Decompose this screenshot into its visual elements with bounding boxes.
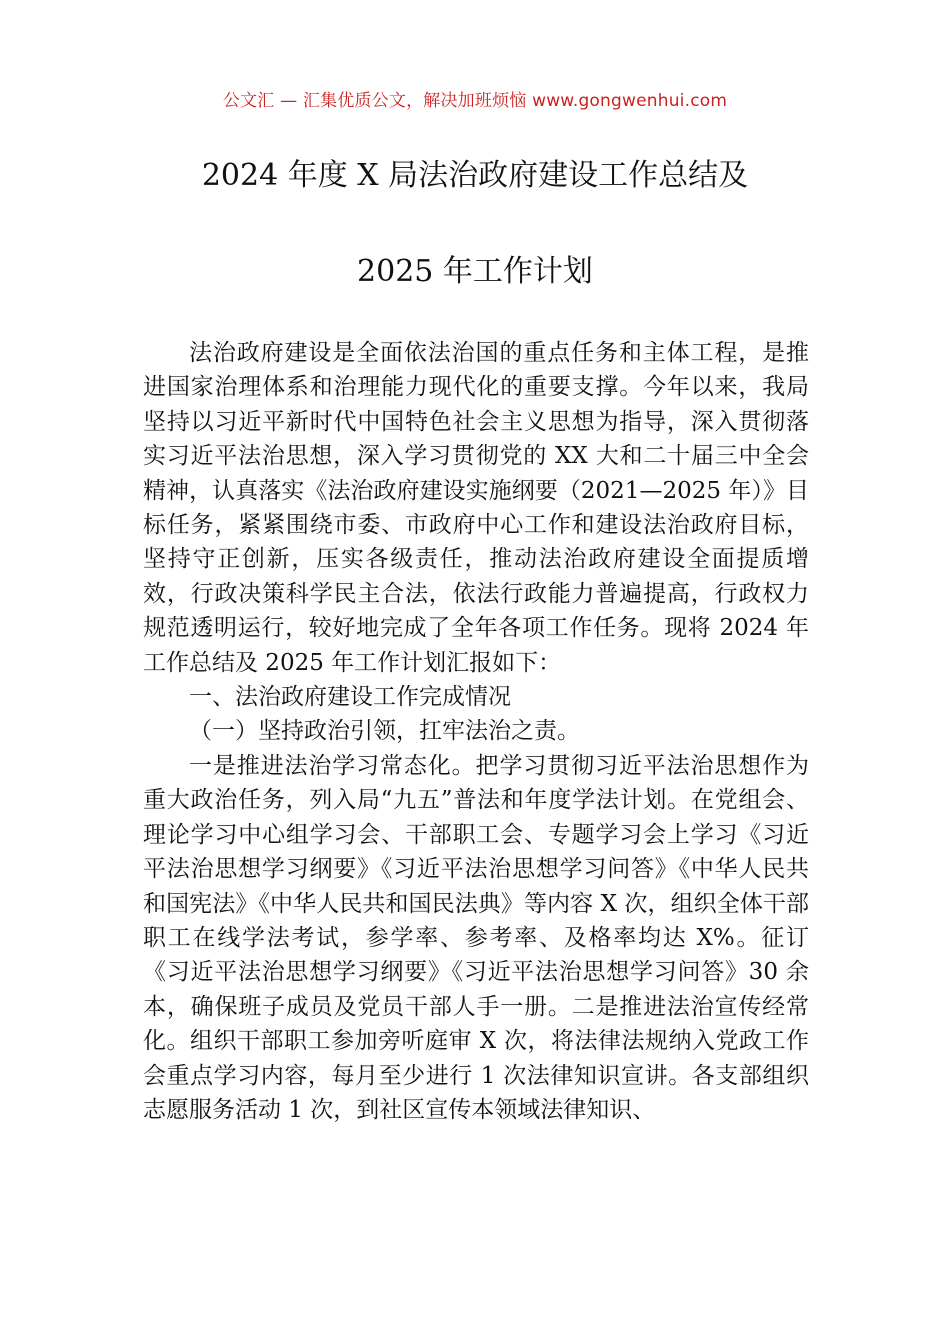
intro-paragraph: 法治政府建设是全面依法治国的重点任务和主体工程，是推进国家治理体系和治理能力现代化的重要支撑。今年以来，我局坚持以习近平新时代中国特色社会主义思想为指导，深入贯彻落实习近平法治思想，深入学习贯彻党的 XX 大和二十届三中全会精神，认真落实《法治政府建设实施纲要（2021—2025 年）》目标任务，紧紧围绕市委、市政府中心工作和建设法治政府目标，坚持守正创新，压实各级责任，推动法治政府建设全面提质增效，行政决策科学民主合法，依法行政能力普遍提高，行政权力规范透明运行，较好地完成了全年各项工作任务。现将 2024 年工作总结及 2025 年工作计划汇报如下： (143, 340, 809, 676)
document-title-line-2: 2025 年工作计划 (357, 254, 593, 289)
subsection-heading-1: （一）坚持政治引领，扛牢法治之责。 (189, 718, 580, 745)
section-heading-1: 一、法治政府建设工作完成情况 (189, 684, 511, 711)
site-banner: 公文汇 — 汇集优质公文，解决加班烦恼 www.gongwenhui.com (222, 91, 728, 111)
document-title-line-1: 2024 年度 X 局法治政府建设工作总结及 (201, 158, 749, 193)
document-body (143, 336, 809, 1127)
body-paragraph: 一是推进法治学习常态化。把学习贯彻习近平法治思想作为重大政治任务，列入局“九五”普法和年度学法计划。在党组会、理论学习中心组学习会、干部职工会、专题学习会上学习《习近平法治思想学习纲要》《习近平法治思想学习问答》《中华人民共和国宪法》《中华人民共和国民法典》等内容 X 次，组织全体干部职工在线学法考试，参学率、参考率、及格率均达 X%。征订《习近平法治思想学习纲要》《习近平法治思想学习问答》30 余本，确保班子成员及党员干部人手一册。二是推进法治宣传经常化。组织干部职工参加旁听庭审 X 次，将法律法规纳入党政工作会重点学习内容，每月至少进行 1 次法律知识宣讲。各支部组织志愿服务活动 1 次，到社区宣传本领域法律知识、 (143, 752, 809, 1123)
